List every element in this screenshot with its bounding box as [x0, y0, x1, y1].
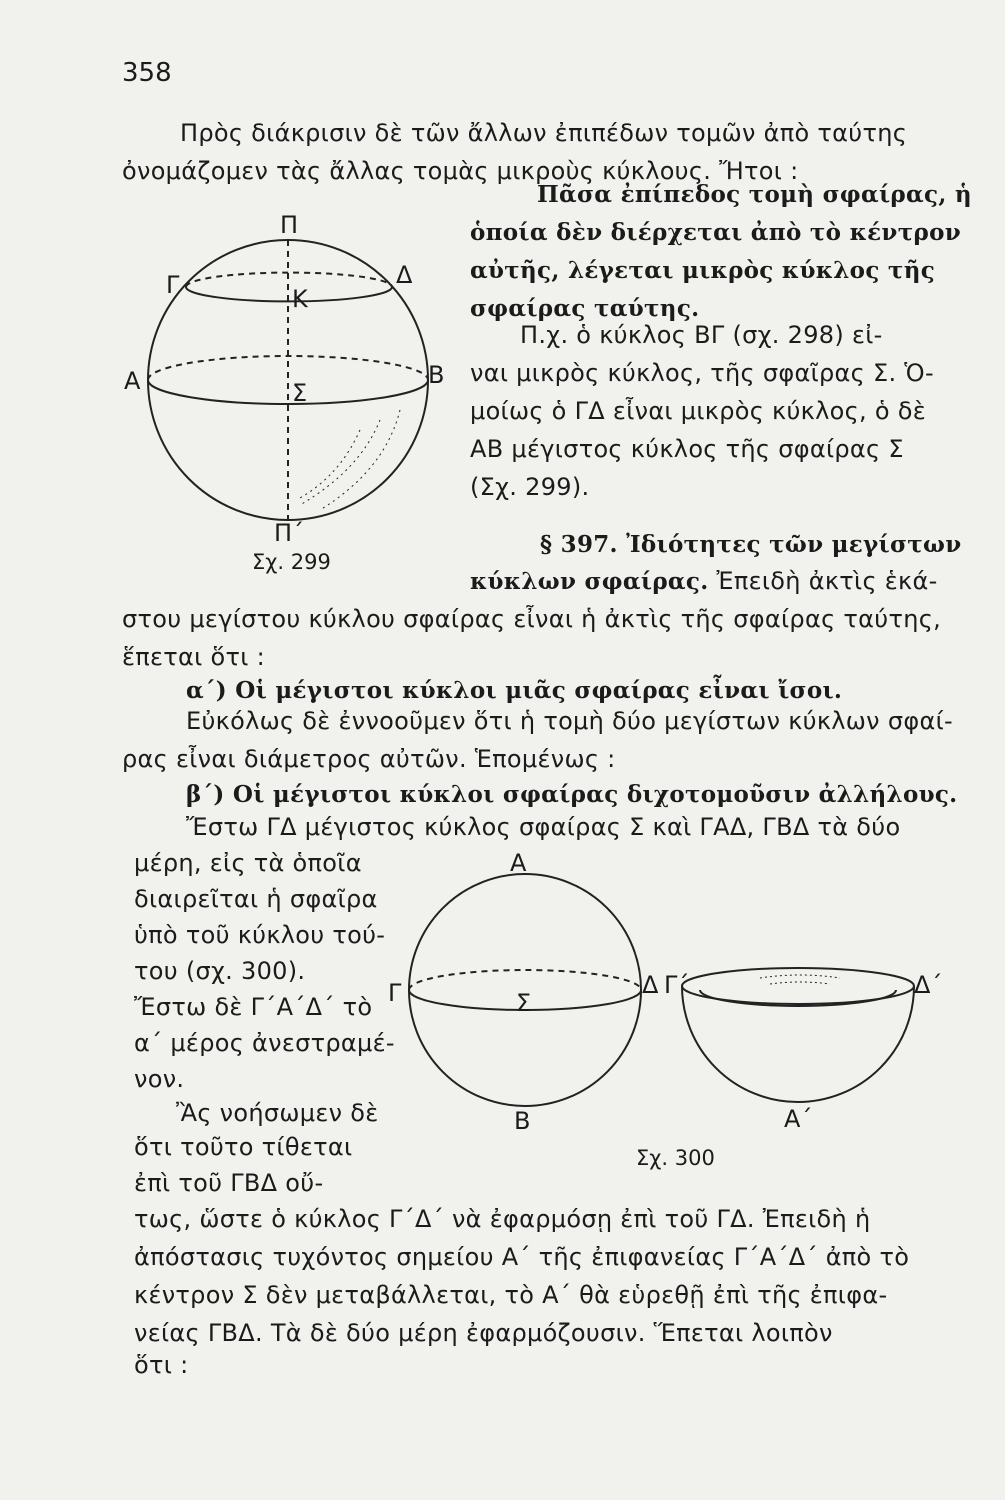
label-alpha: Α	[510, 849, 527, 877]
definition-line: σφαίρας ταύτης.	[470, 295, 700, 322]
shading	[770, 982, 830, 984]
label-sigma: Σ	[516, 989, 532, 1017]
text-line: Π.χ. ὁ κύκλος ΒΓ (σχ. 298) εἰ-	[520, 321, 883, 349]
label-gamma-prime: Γ΄	[664, 971, 690, 999]
definition-line: ὁποία δὲν διέρχεται ἀπὸ τὸ κέντρον	[470, 219, 961, 246]
label-sigma: Σ	[292, 379, 308, 407]
text-line: μοίως ὁ ΓΔ εἶναι μικρὸς κύκλος, ὁ δὲ	[470, 397, 927, 425]
text-line: ἕπεται ὅτι :	[122, 643, 265, 671]
text-line: νείας ΓΒΔ. Τὰ δὲ δύο μέρη ἐφαρμόζουσιν. Ἕπεται λοιπὸν	[134, 1319, 833, 1347]
label-beta: Β	[428, 361, 445, 389]
label-gamma: Γ	[388, 979, 402, 1007]
great-circle-back	[409, 970, 641, 990]
text-line: τως, ὥστε ὁ κύκλος Γ΄Δ΄ νὰ ἐφαρμόσῃ ἐπὶ τοῦ ΓΔ. Ἐπειδὴ ἡ	[134, 1205, 871, 1233]
label-delta-prime: Δ΄	[914, 971, 943, 999]
section-heading-tail: κύκλων σφαίρας.	[470, 568, 709, 595]
label-delta: Δ	[396, 261, 413, 289]
text-line: Εὐκόλως δὲ ἐννοοῦμεν ὅτι ἡ τομὴ δύο μεγίστων κύκλων σφαί-	[186, 707, 953, 735]
text-line: α΄ μέρος ἀνεστραμέ-	[134, 1029, 395, 1057]
text-line: Ἔστω δὲ Γ΄Α΄Δ΄ τὸ	[134, 993, 373, 1021]
label-alpha-prime: Α΄	[784, 1105, 813, 1133]
label-alpha: Α	[124, 367, 141, 395]
label-pi-prime: Π΄	[274, 519, 305, 547]
section-text: Ἐπειδὴ ἀκτὶς ἑκά-	[716, 567, 938, 595]
text-line: ὅτι τοῦτο τίθεται	[134, 1133, 353, 1161]
text-line: ΑΒ μέγιστος κύκλος τῆς σφαίρας Σ	[470, 435, 904, 463]
label-delta: Δ	[642, 971, 659, 999]
text-line: στου μεγίστου κύκλου σφαίρας εἶναι ἡ ἀκτὶς τῆς σφαίρας ταύτης,	[122, 605, 942, 633]
text-line: κέντρον Σ δὲν μεταβάλλεται, τὸ Α΄ θὰ εὑρεθῇ ἐπὶ τῆς ἐπιφα-	[134, 1281, 888, 1309]
shading	[760, 975, 840, 978]
text-line: (Σχ. 299).	[470, 473, 590, 501]
text-line: μέρη, εἰς τὰ ὁποῖα	[134, 849, 362, 877]
section-heading: § 397. Ἰδιότητες τῶν μεγίστων	[540, 531, 962, 558]
page-number: 358	[122, 58, 172, 88]
text-line: ἐπὶ τοῦ ΓΒΔ οὔ-	[134, 1169, 324, 1197]
figure-299-caption: Σχ. 299	[252, 550, 331, 574]
definition-line: Πᾶσα ἐπίπεδος τομὴ σφαίρας, ἡ	[537, 181, 972, 208]
text-line: ὀνομάζομεν τὰς ἄλλας τομὰς μικροὺς κύκλους. Ἤτοι :	[122, 157, 799, 185]
text-line: Ἂς νοήσωμεν δὲ	[176, 1099, 379, 1127]
text-line: ὅτι :	[134, 1351, 189, 1379]
text-line: ναι μικρὸς κύκλος, τῆς σφαῖρας Σ. Ὁ-	[470, 359, 934, 387]
figure-300-caption: Σχ. 300	[636, 1146, 715, 1170]
text-line: ἀπόστασις τυχόντος σημείου Α΄ τῆς ἐπιφανείας Γ΄Α΄Δ΄ ἀπὸ τὸ	[134, 1243, 910, 1271]
text-line: ρας εἶναι διάμετρος αὐτῶν. Ἑπομένως :	[122, 745, 616, 773]
label-gamma: Γ	[166, 271, 180, 299]
theorem-a: α΄) Οἱ μέγιστοι κύκλοι μιᾶς σφαίρας εἶναι ἴσοι.	[186, 677, 843, 704]
definition-line: αὐτῆς, λέγεται μικρὸς κύκλος τῆς	[470, 257, 936, 284]
text-line: Ἔστω ΓΔ μέγιστος κύκλος σφαίρας Σ καὶ ΓΑΔ, ΓΒΔ τὰ δύο	[186, 813, 901, 841]
text-line: του (σχ. 300).	[134, 957, 306, 985]
text-line: νον.	[134, 1065, 185, 1093]
text-line: ὑπὸ τοῦ κύκλου τού-	[134, 921, 386, 949]
text-line: διαιρεῖται ἡ σφαῖρα	[134, 885, 378, 913]
label-pi: Π	[280, 211, 299, 239]
theorem-b: β΄) Οἱ μέγιστοι κύκλοι σφαίρας διχοτομοῦσιν ἀλλήλους.	[186, 781, 958, 808]
label-kappa: Κ	[292, 285, 308, 313]
text-line: Πρὸς διάκρισιν δὲ τῶν ἄλλων ἐπιπέδων τομῶν ἀπὸ ταύτης	[180, 119, 908, 147]
label-beta: Β	[514, 1107, 531, 1135]
